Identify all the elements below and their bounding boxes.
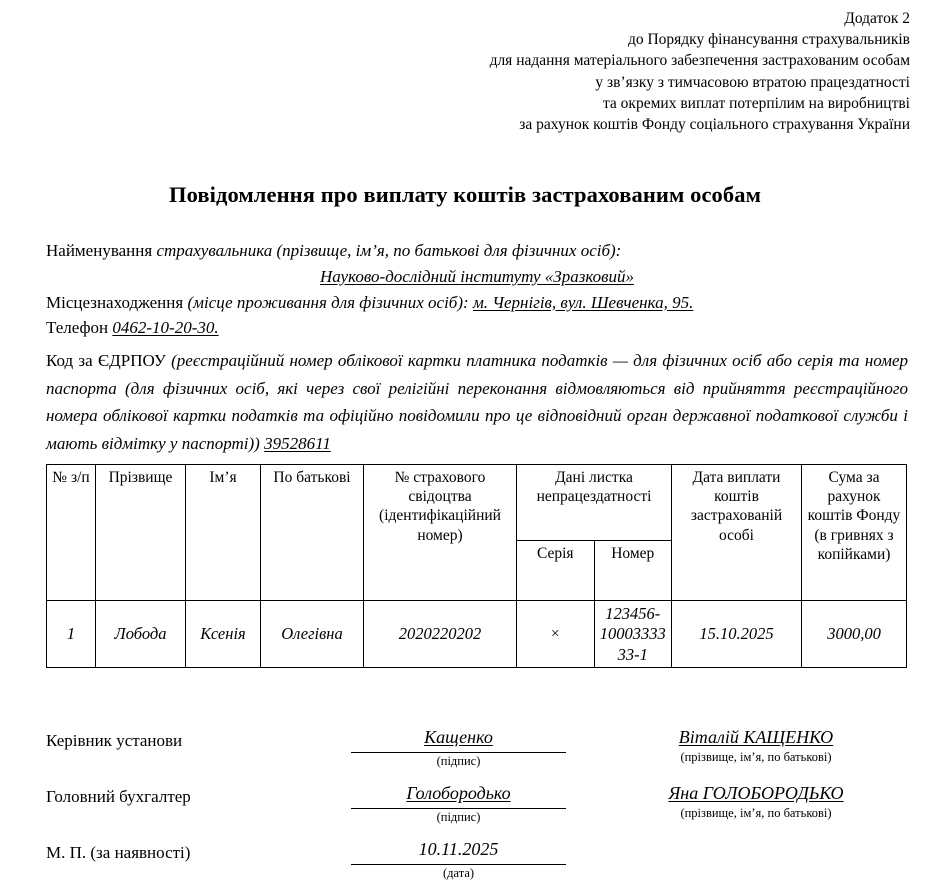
signature-row-accountant xyxy=(46,783,908,839)
cell-payment-date[interactable]: 15.10.2025 xyxy=(672,601,802,668)
director-signature-group xyxy=(351,727,566,769)
insurer-name-row xyxy=(46,264,908,290)
director-name-caption: (прізвище, ім’я, по батькові) xyxy=(680,749,832,764)
appendix-header xyxy=(465,8,910,135)
director-signature-line xyxy=(351,752,566,753)
insurer-name-label-row xyxy=(46,238,908,264)
stamp-date-line xyxy=(351,864,566,865)
table-header-row-1 xyxy=(47,465,907,541)
th-certificate: № страхового свідоцтва (ідентифікаційний номер) xyxy=(364,465,517,601)
payments-table xyxy=(46,464,907,668)
phone-value[interactable]: 0462-10-20-30. xyxy=(112,318,219,338)
th-last-name: Прізвище xyxy=(96,465,186,601)
accountant-name-caption: (прізвище, ім’я, по батькові) xyxy=(680,805,832,820)
th-patronymic: По батькові xyxy=(261,465,364,601)
cell-first-name[interactable]: Ксенія xyxy=(186,601,261,668)
insurer-name-label-italic: страхувальника (прізвище, ім’я, по батькові для фізичних осіб): xyxy=(156,241,622,260)
appendix-line-1: до Порядку фінансування страхувальників xyxy=(627,31,910,49)
accountant-name-value[interactable]: Яна ГОЛОБОРОДЬКО xyxy=(668,783,844,803)
director-signature-value[interactable]: Кащенко xyxy=(424,727,493,747)
director-name-group xyxy=(606,727,906,765)
address-row xyxy=(46,290,908,316)
phone-label: Телефон xyxy=(46,318,113,338)
address-value[interactable]: м. Чернігів, вул. Шевченка, 95. xyxy=(472,292,694,312)
signature-row-director xyxy=(46,727,908,783)
director-role-label: Керівник установи xyxy=(46,731,183,750)
signature-block xyxy=(46,727,908,895)
appendix-line-5: за рахунок коштів Фонду соціального страхування України xyxy=(519,116,910,134)
appendix-line-2: для надання матеріального забезпечення застрахованим особам xyxy=(489,52,910,70)
cell-last-name[interactable]: Лобода xyxy=(96,601,186,668)
page-title: Повідомлення про виплату коштів застрахованим особам xyxy=(168,182,762,207)
insurer-name-label-regular: Найменування xyxy=(46,241,157,260)
th-sick-leave-group: Дані листка непрацездатності xyxy=(517,465,672,541)
address-label-regular: Місцезнаходження xyxy=(46,292,188,312)
edrpou-label-italic: (реєстраційний номер облікової картки платника податків — для фізичних осіб або серія та номер паспорта (для фізичних осіб, які через свої релігійні переконання відмовляються від прийняття реєстраційного номера облікової картки податків та офіційно повідомили про це відповідний орган державної податкової служби і мають відмітку у паспорті)) xyxy=(46,351,908,453)
accountant-signature-caption: (підпис) xyxy=(436,809,481,824)
stamp-date-value[interactable]: 10.11.2025 xyxy=(418,839,499,859)
cell-sick-number[interactable]: 123456-1000333333-1 xyxy=(594,601,672,668)
accountant-signature-line xyxy=(351,808,566,809)
signature-row-stamp xyxy=(46,839,908,895)
th-payment-date: Дата виплати коштів застрахованій особі xyxy=(672,465,802,601)
cell-certificate[interactable]: 2020220202 xyxy=(364,601,517,668)
stamp-label: М. П. (за наявності) xyxy=(46,843,191,862)
cell-series[interactable]: × xyxy=(517,601,595,668)
th-number: № з/п xyxy=(47,465,96,601)
director-name-value[interactable]: Віталій КАЩЕНКО xyxy=(678,727,834,747)
accountant-name-group xyxy=(606,783,906,821)
cell-amount[interactable]: 3000,00 xyxy=(802,601,907,668)
table-body xyxy=(47,601,907,668)
cell-number[interactable]: 1 xyxy=(47,601,96,668)
organisation-details xyxy=(46,238,908,341)
director-signature-caption: (підпис) xyxy=(436,753,481,768)
edrpou-paragraph xyxy=(46,347,908,457)
stamp-date-group xyxy=(351,839,566,881)
insurer-name-value[interactable]: Науково-дослідний інституту «Зразковий» xyxy=(319,266,635,286)
th-amount: Сума за рахунок коштів Фонду (в гривнях з копійками) xyxy=(802,465,907,601)
table-head xyxy=(47,465,907,601)
appendix-number: Додаток 2 xyxy=(844,10,910,27)
accountant-signature-value[interactable]: Голобородько xyxy=(406,783,511,803)
appendix-line-3: у зв’язку з тимчасовою втратою працездатності xyxy=(595,73,910,91)
table-row[interactable] xyxy=(47,601,907,668)
accountant-signature-group xyxy=(351,783,566,825)
th-first-name: Ім’я xyxy=(186,465,261,601)
edrpou-value[interactable]: 39528611 xyxy=(264,433,331,453)
appendix-line-4: та окремих виплат потерпілим на виробництві xyxy=(602,94,910,112)
edrpou-label-regular: Код за ЄДРПОУ xyxy=(46,351,172,370)
cell-patronymic[interactable]: Олегівна xyxy=(261,601,364,668)
payments-table-wrapper xyxy=(46,464,907,668)
accountant-role-label: Головний бухгалтер xyxy=(46,787,191,806)
stamp-date-caption: (дата) xyxy=(442,865,475,880)
phone-row xyxy=(46,315,908,341)
address-label-italic: (місце проживання для фізичних осіб): xyxy=(187,292,473,312)
th-series: Серія xyxy=(517,540,595,600)
th-sick-number: Номер xyxy=(594,540,672,600)
